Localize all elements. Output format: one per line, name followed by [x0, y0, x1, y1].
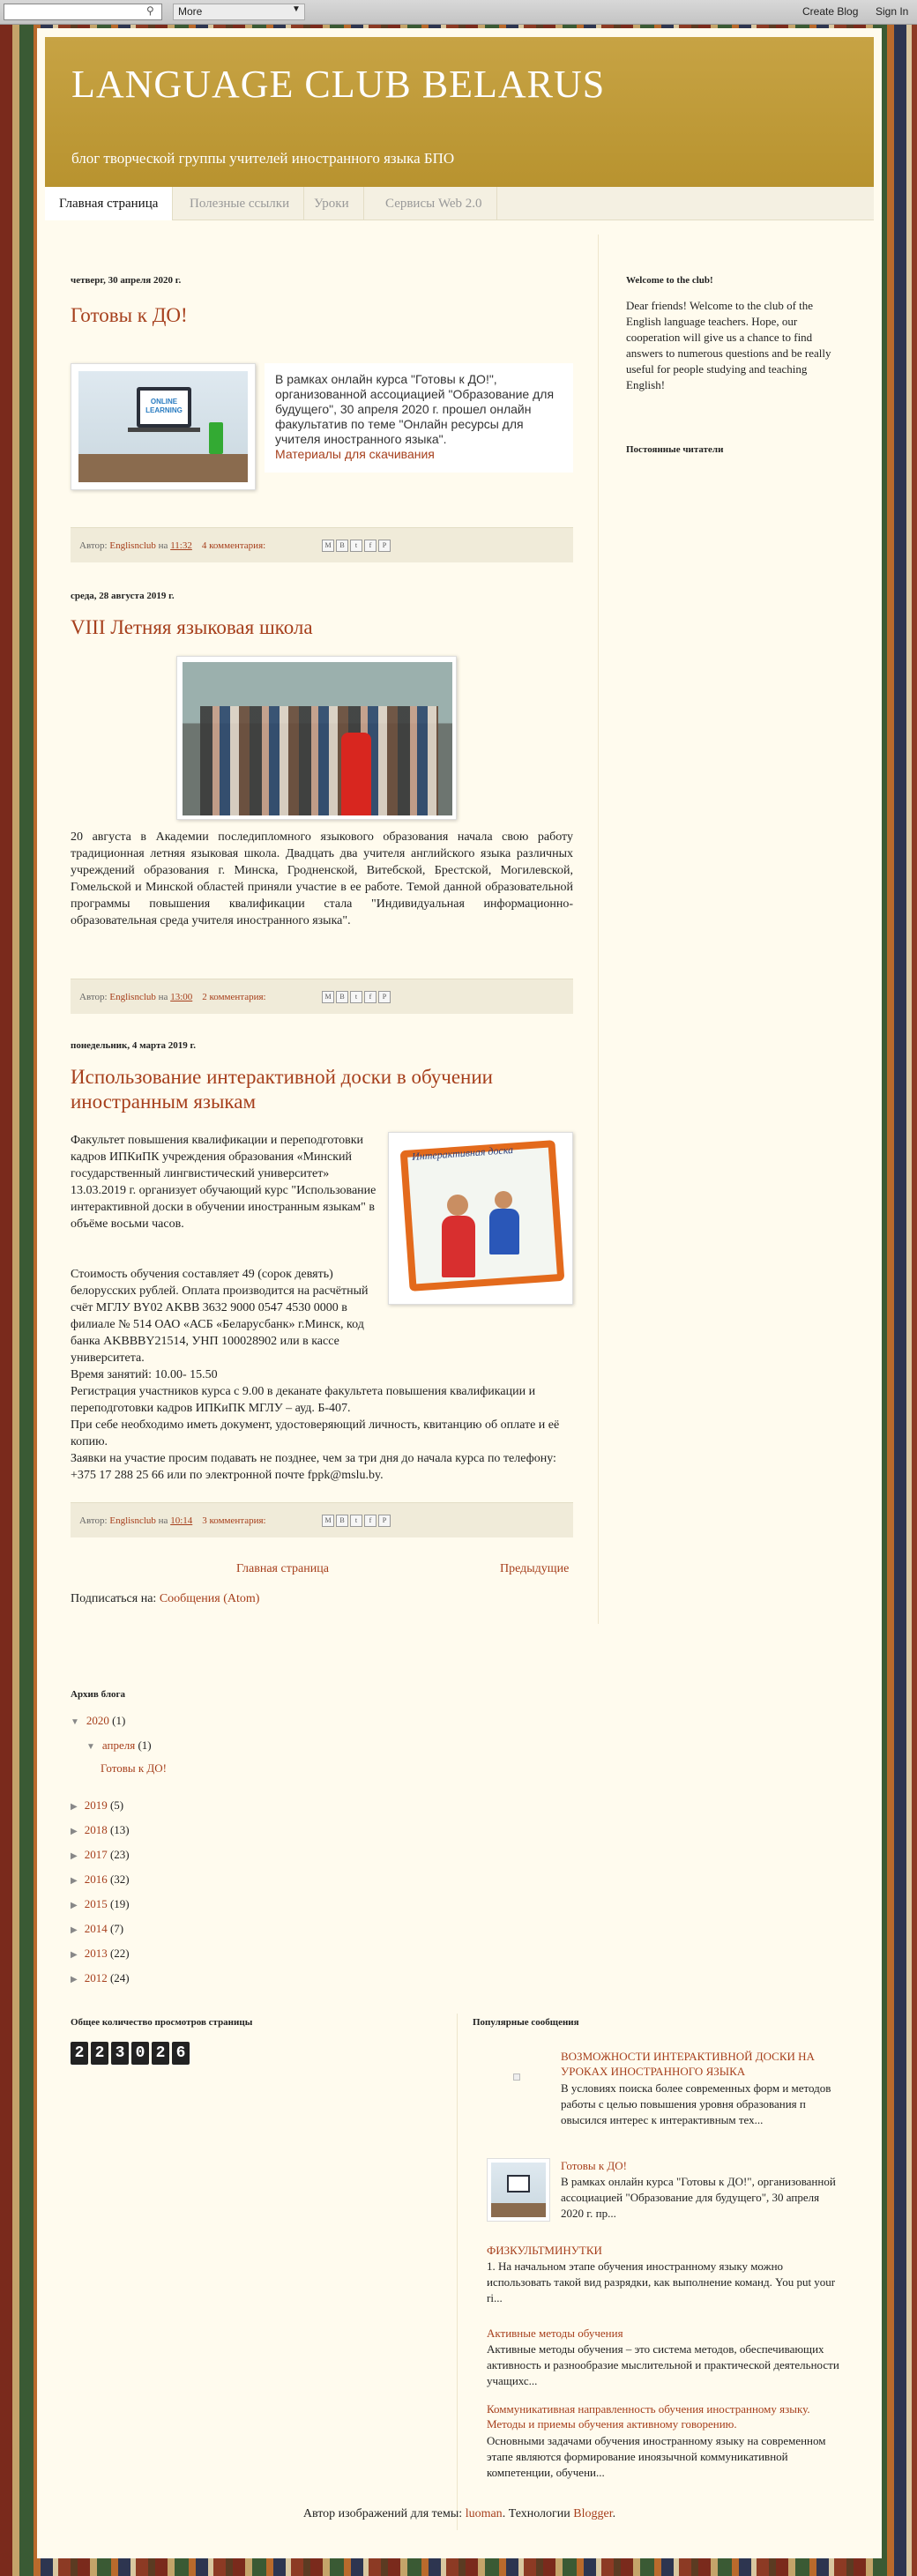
- subscribe-label: Подписаться на:: [71, 1592, 157, 1605]
- archive-year-2018[interactable]: [71, 1823, 130, 1837]
- author-label: Автор:: [79, 1515, 108, 1526]
- followers-heading: Постоянные читатели: [626, 444, 724, 455]
- archive-month-link[interactable]: апреля: [101, 1738, 136, 1752]
- sidebar-divider: [598, 235, 599, 1624]
- tab-web-services[interactable]: Сервисы Web 2.0: [371, 187, 497, 220]
- author-link[interactable]: Englisnclub: [109, 540, 156, 551]
- attribution-prefix: Автор изображений для темы:: [302, 2507, 463, 2520]
- blog-header: [45, 37, 874, 187]
- archive-year-link[interactable]: 2018: [84, 1823, 108, 1836]
- post-time-link[interactable]: 13:00: [170, 992, 193, 1002]
- triangle-right-icon[interactable]: ▶: [71, 1802, 78, 1812]
- post-footer: [71, 979, 573, 1014]
- counter-digit: 2: [91, 2042, 108, 2065]
- archive-year-2020[interactable]: [71, 1714, 125, 1728]
- archive-count: (23): [109, 1848, 130, 1861]
- archive-count: (1): [138, 1738, 152, 1752]
- popular-post-title[interactable]: ВОЗМОЖНОСТИ ИНТЕРАКТИВНОЙ ДОСКИ НА УРОКАХ ИНОСТРАННОГО ЯЗЫКА: [561, 2050, 815, 2078]
- post-1-text-box: [265, 363, 573, 473]
- welcome-text: Dear friends! Welcome to the club of the English language teachers. Hope, our cooperation will give us a chance to find answers to numerous questions and be really useful for people studying and teaching English!: [626, 299, 831, 391]
- blogger-link[interactable]: Blogger: [573, 2507, 613, 2520]
- archive-month-april[interactable]: [86, 1738, 152, 1753]
- archive-year-2014[interactable]: [71, 1922, 123, 1936]
- post-footer: [71, 527, 573, 562]
- materials-download-link[interactable]: Материалы для скачивания: [275, 447, 435, 461]
- at-label: на: [158, 540, 168, 551]
- archive-year-link[interactable]: 2013: [84, 1947, 108, 1960]
- email-share-icon[interactable]: M: [322, 1515, 334, 1527]
- triangle-right-icon[interactable]: ▶: [71, 1851, 78, 1861]
- archive-post[interactable]: [101, 1761, 167, 1776]
- archive-year-link[interactable]: 2012: [84, 1971, 108, 1984]
- post-3-time: Время занятий: 10.00- 15.50: [71, 1368, 218, 1381]
- triangle-right-icon[interactable]: ▶: [71, 1975, 78, 1984]
- blogthis-share-icon[interactable]: B: [336, 1515, 348, 1527]
- popular-post-title[interactable]: Активные методы обучения: [487, 2327, 623, 2340]
- archive-count: (32): [109, 1872, 130, 1886]
- facebook-share-icon[interactable]: f: [364, 1515, 376, 1527]
- post-3-applications: Заявки на участие просим подавать не позднее, чем за три дня до начала курса по телефону: +375 17 288 25 66 или по электронной почте fppk@mslu.by.: [71, 1452, 556, 1482]
- blog-container: [37, 28, 882, 2558]
- counter-digit: 6: [172, 2042, 190, 2065]
- archive-year-2015[interactable]: [71, 1897, 130, 1911]
- popular-thumb-online-learning[interactable]: [487, 2158, 550, 2222]
- blog-description: блог творческой группы учителей иностранного языка БПО: [71, 150, 455, 167]
- counter-digit: 2: [152, 2042, 169, 2065]
- popular-post-title[interactable]: ФИЗКУЛЬТМИНУТКИ: [487, 2244, 602, 2257]
- pinterest-share-icon[interactable]: P: [378, 540, 391, 552]
- author-label: Автор:: [79, 992, 108, 1002]
- facebook-share-icon[interactable]: f: [364, 991, 376, 1003]
- triangle-right-icon[interactable]: ▶: [71, 1925, 78, 1935]
- twitter-share-icon[interactable]: t: [350, 991, 362, 1003]
- archive-year-link[interactable]: 2015: [84, 1897, 108, 1910]
- counter-digit: 0: [131, 2042, 149, 2065]
- comments-link[interactable]: 2 комментария:: [202, 992, 266, 1002]
- post-image-online-learning[interactable]: [71, 363, 256, 490]
- archive-year-link[interactable]: 2020: [86, 1714, 109, 1727]
- popular-thumb-placeholder: [513, 2073, 520, 2081]
- archive-year-2013[interactable]: [71, 1947, 130, 1961]
- subscribe-row: [71, 1592, 259, 1606]
- blogthis-share-icon[interactable]: B: [336, 540, 348, 552]
- post-date: четверг, 30 апреля 2020 г.: [71, 275, 182, 286]
- popular-post-snippet: Активные методы обучения – это система методов, обеспечивающих активность и разнообразие мыслительной и практической деятельности учащихс...: [487, 2342, 839, 2387]
- triangle-right-icon[interactable]: ▶: [71, 1950, 78, 1960]
- popular-post-snippet: В условиях поиска более современных форм и методов работы с целью повышения уровня образования п овысился интерес к интерактивным тех...: [561, 2081, 831, 2126]
- interactive-board-caption: Интерактивная доска: [411, 1143, 514, 1164]
- author-label: Автор:: [79, 540, 108, 551]
- post-title[interactable]: VIII Летняя языковая школа: [71, 616, 313, 638]
- post-3-documents: При себе необходимо иметь документ, удостоверяющий личность, квитанцию об оплате и её копию.: [71, 1418, 560, 1448]
- popular-post-snippet: 1. На начальном этапе обучения иностранному языку можно использовать такой вид разрядки, как выполнение команд. You put your ri...: [487, 2260, 836, 2304]
- comments-link[interactable]: 4 комментария:: [201, 540, 266, 551]
- tab-lessons[interactable]: Уроки: [300, 187, 364, 220]
- archive-year-link[interactable]: 2016: [84, 1872, 108, 1886]
- archive-year-2016[interactable]: [71, 1872, 130, 1887]
- pageviews-counter: [71, 2042, 192, 2065]
- attribution-suffix: .: [612, 2507, 616, 2520]
- archive-count: (1): [112, 1714, 126, 1727]
- archive-year-link[interactable]: 2019: [84, 1798, 108, 1812]
- triangle-right-icon[interactable]: ▶: [71, 1901, 78, 1910]
- post-date: понедельник, 4 марта 2019 г.: [71, 1040, 197, 1051]
- triangle-down-icon[interactable]: ▼: [71, 1717, 79, 1727]
- popular-posts-heading: Популярные сообщения: [473, 2017, 579, 2028]
- post-3-intro: Факультет повышения квалификации и переподготовки кадров ИПКиПК учреждения образования «Минский государственный лингвистический университет» 13.03.2019 г. организует обучающий курс "Использование интерактивной доски в обучении иностранным языкам" в объёме восьми часов.: [71, 1134, 376, 1231]
- home-page-link[interactable]: Главная страница: [236, 1562, 329, 1575]
- archive-count: (22): [109, 1947, 130, 1960]
- atom-feed-link[interactable]: Сообщения (Atom): [159, 1592, 260, 1605]
- twitter-share-icon[interactable]: t: [350, 1515, 362, 1527]
- email-share-icon[interactable]: M: [322, 540, 334, 552]
- attribution: [37, 2507, 882, 2521]
- post-time-link[interactable]: 11:32: [170, 540, 192, 551]
- popular-post-title[interactable]: Готовы к ДО!: [561, 2159, 627, 2172]
- archive-count: (19): [109, 1897, 130, 1910]
- popular-post-snippet: В рамках онлайн курса "Готовы к ДО!", организованной ассоциацией "Образование для будущего", 30 апреля 2020 г. пр...: [561, 2175, 836, 2220]
- post-3-registration: Регистрация участников курса с 9.00 в деканате факультета повышения квалификации и переподготовки кадров ИПКиПК МГЛУ – ауд. Б-407.: [71, 1385, 536, 1415]
- older-posts-link[interactable]: Предыдущие: [500, 1562, 570, 1575]
- archive-count: (7): [109, 1922, 124, 1935]
- theme-author-link[interactable]: luoman: [465, 2507, 503, 2520]
- post-title[interactable]: Использование интерактивной доски в обучении иностранным языкам: [71, 1066, 493, 1113]
- triangle-down-icon[interactable]: ▼: [86, 1742, 95, 1752]
- at-label: на: [158, 1515, 168, 1526]
- archive-count: (24): [109, 1971, 130, 1984]
- post-1-text: В рамках онлайн курса "Готовы к ДО!", организованной ассоциацией "Образование для будущего", 30 апреля 2020 г. прошел онлайн факультатив по теме "Онлайн ресурсы для учителя иностранного языка".: [275, 372, 555, 446]
- archive-year-2012[interactable]: [71, 1971, 130, 1985]
- archive-year-2017[interactable]: [71, 1848, 130, 1862]
- email-share-icon[interactable]: M: [322, 991, 334, 1003]
- welcome-heading: Welcome to the club!: [626, 275, 713, 286]
- attribution-middle: . Технологии: [502, 2507, 570, 2520]
- blog-title[interactable]: LANGUAGE CLUB BELARUS: [71, 63, 606, 106]
- twitter-share-icon[interactable]: t: [350, 540, 362, 552]
- pinterest-share-icon[interactable]: P: [378, 991, 391, 1003]
- triangle-right-icon[interactable]: ▶: [71, 1876, 78, 1886]
- chevron-down-icon: ▼: [292, 4, 301, 14]
- blogger-navbar: [0, 0, 917, 25]
- online-learning-caption: ONLINE LEARNING: [140, 391, 188, 424]
- post-image-summer-school-group[interactable]: [176, 656, 457, 820]
- at-label: на: [158, 992, 168, 1002]
- triangle-right-icon[interactable]: ▶: [71, 1827, 78, 1836]
- tab-useful-links[interactable]: Полезные ссылки: [175, 187, 304, 220]
- counter-digit: 3: [111, 2042, 129, 2065]
- author-link[interactable]: Englisnclub: [109, 992, 156, 1002]
- create-blog-link[interactable]: Create Blog: [802, 5, 859, 18]
- archive-year-2019[interactable]: [71, 1798, 123, 1813]
- archive-count: (5): [109, 1798, 124, 1812]
- counter-digit: 2: [71, 2042, 88, 2065]
- post-image-interactive-board[interactable]: [388, 1132, 573, 1305]
- sign-in-link[interactable]: Sign In: [876, 5, 909, 18]
- post-footer: [71, 1502, 573, 1537]
- post-3-price: Стоимость обучения составляет 49 (сорок девять) белорусских рублей. Оплата производится на расчётный счёт МГЛУ BY02 AKBB 3632 9000 0547 4530 0000 в филиале № 514 ОАО «АСБ «Беларусбанк» г.Минск, код банка AKBBBY21514, УНП 100028902 или в кассе университета.: [71, 1268, 369, 1365]
- comments-link[interactable]: 3 комментария:: [202, 1515, 266, 1526]
- facebook-share-icon[interactable]: f: [364, 540, 376, 552]
- author-link[interactable]: Englisnclub: [109, 1515, 156, 1526]
- archive-year-link[interactable]: 2017: [84, 1848, 108, 1861]
- popular-post-title[interactable]: Коммуникативная направленность обучения иностранному языку. Методы и приемы обучения активному говорению.: [487, 2402, 810, 2431]
- post-2-text: 20 августа в Академии последипломного языкового образования начала свою работу традиционная летняя языковая школа. Двадцать два учителя английского языка различных учреждений образования г. Минска, Гродненской, Витебской, Брестской, Могилевской, Гомельской и Минской областей приняли участие в ее работе. Темой данной образовательной программы повышения квалификации стала "Индивидуальная информационно-образовательная среда учителя иностранного языка".: [71, 830, 573, 927]
- archive-count: (13): [109, 1823, 130, 1836]
- archive-heading: Архив блога: [71, 1689, 125, 1700]
- navbar-search-input[interactable]: [4, 4, 162, 20]
- archive-post-link[interactable]: Готовы к ДО!: [101, 1761, 167, 1775]
- pinterest-share-icon[interactable]: P: [378, 1515, 391, 1527]
- more-label: More: [178, 5, 203, 18]
- search-icon[interactable]: ⚲: [146, 4, 154, 17]
- post-title[interactable]: Готовы к ДО!: [71, 304, 188, 326]
- archive-year-link[interactable]: 2014: [84, 1922, 108, 1935]
- footer-divider: [457, 2014, 458, 2530]
- pageviews-heading: Общее количество просмотров страницы: [71, 2017, 253, 2028]
- post-date: среда, 28 августа 2019 г.: [71, 591, 175, 601]
- blogthis-share-icon[interactable]: B: [336, 991, 348, 1003]
- post-time-link[interactable]: 10:14: [170, 1515, 193, 1526]
- page-tabs: [45, 187, 874, 220]
- popular-post-snippet: Основными задачами обучения иностранному языку на современном этапе являются формирование иноязычной коммуникативной компетенции, обучени...: [487, 2434, 826, 2479]
- tab-home[interactable]: Главная страница: [45, 187, 173, 220]
